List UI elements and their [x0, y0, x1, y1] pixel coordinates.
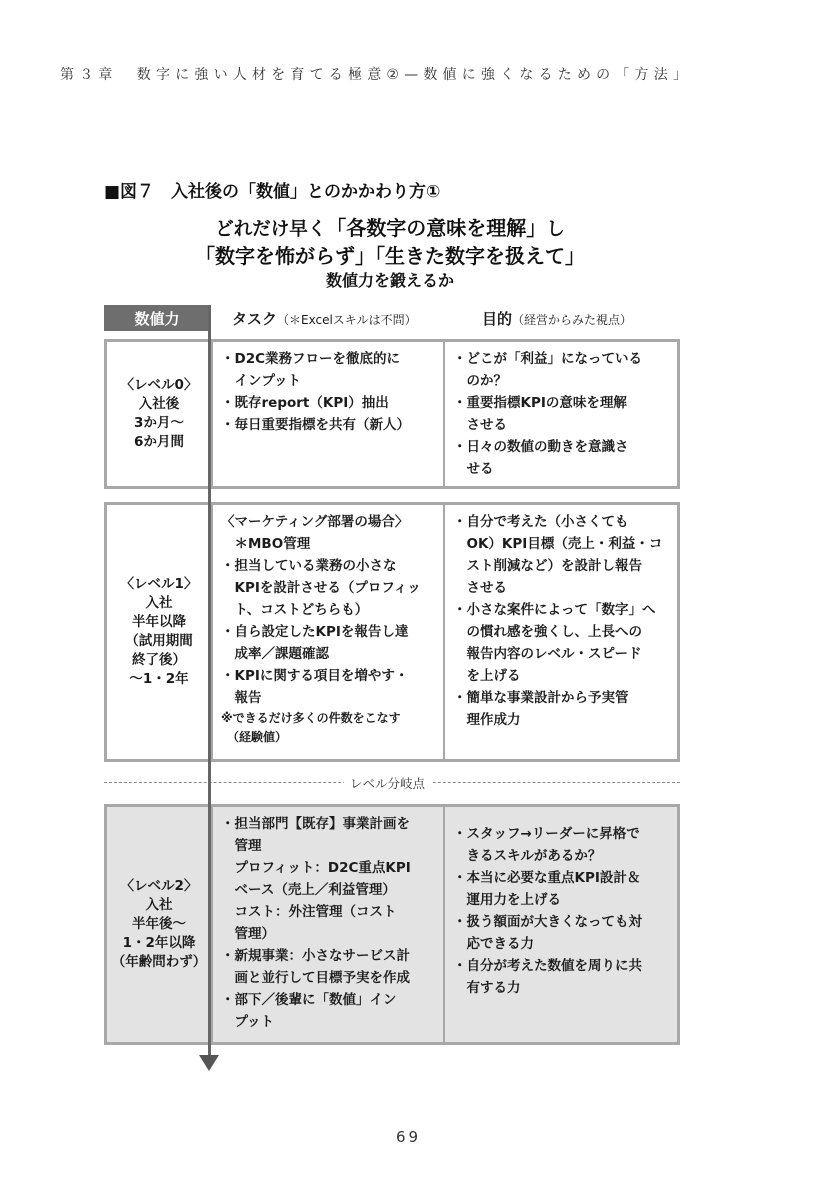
level-2-label	[107, 807, 211, 1042]
timeline-line	[208, 305, 211, 1057]
task-note-line: （経験値）	[221, 730, 288, 744]
goal-line: ・自分が考えた数値を周りに共	[453, 958, 642, 974]
level-label-line: （試用期間	[125, 633, 193, 649]
headline-line-2	[100, 240, 680, 269]
goal-header-title: 目的	[482, 310, 513, 328]
level-label-line: 入社	[145, 595, 173, 611]
goal-line: のか？	[453, 373, 507, 389]
task-line: ベース（売上／利益管理）	[221, 882, 396, 898]
headline-1-post: し	[546, 219, 565, 240]
goal-line: ・扱う額面が大きくなっても対	[453, 914, 642, 930]
task-line: ・部下／後輩に「数値」イン	[221, 992, 397, 1008]
headline-1-emph: 「各数字の意味を理解」	[326, 216, 547, 240]
level-1-label	[107, 505, 211, 759]
level-0-task-cell	[211, 342, 445, 486]
task-line: KPIを設計させる（プロフィッ	[221, 580, 421, 596]
level-label-line: 〈レベル0〉	[120, 377, 198, 393]
headline-line-3: 数値力を鍛えるか	[325, 271, 454, 290]
headline-2-emph-2: 「生きた数字を扱えて」	[375, 244, 585, 268]
goal-header-note: （経営からみた視点）	[512, 313, 633, 327]
task-line: プロフィット：D2C重点KPI	[221, 860, 411, 876]
level-label-line: 入社後	[138, 396, 180, 412]
task-line: コスト：外注管理（コスト	[221, 904, 397, 920]
task-line: 管理	[221, 838, 262, 854]
goal-line: 有する力	[453, 980, 521, 996]
goal-line: を上げる	[453, 668, 521, 684]
task-header-note: （＊Excelスキルは不問）	[277, 313, 417, 327]
page-number: 69	[395, 1128, 422, 1146]
level-label-line: 半年以降	[132, 614, 186, 630]
level-label-line: 〈レベル2〉	[120, 878, 198, 894]
task-line: ・D2C業務フローを徹底的に	[221, 351, 401, 367]
goal-line: の慣れ感を強くし、上長への	[453, 624, 642, 640]
level-2-task-cell	[211, 807, 445, 1042]
task-line: ・新規事業：小さなサービス計	[221, 948, 410, 964]
task-note-line: ※できるだけ多くの件数をこなす	[221, 711, 401, 725]
task-line: 〈マーケティング部署の場合〉	[221, 514, 409, 530]
figure-caption: ■図７ 入社後の「数値」とのかかわり方①	[104, 182, 441, 202]
goal-line: スト削減など）を設計し報告	[453, 558, 642, 574]
goal-line: きるスキルがあるか？	[453, 848, 602, 864]
level-label-line: 1・2年以降	[122, 935, 196, 951]
level-2-goal-cell	[445, 807, 677, 1042]
level-label-line: 半年後〜	[132, 916, 186, 932]
goal-line: ・重要指標KPIの意味を理解	[453, 395, 627, 411]
goal-line: 理作成力	[453, 712, 521, 728]
goal-line: させる	[453, 417, 507, 433]
goal-line: 報告内容のレベル・スピード	[453, 646, 642, 662]
goal-line: させる	[453, 580, 507, 596]
column-header-task	[232, 308, 417, 329]
level-1-goal-cell	[445, 505, 677, 759]
goal-line: OK）KPI目標（売上・利益・コ	[453, 536, 663, 552]
goal-line: ・自分で考えた（小さくても	[453, 514, 629, 530]
goal-line: ・簡単な事業設計から予実管	[453, 690, 629, 706]
task-line: ・毎日重要指標を共有（新人）	[221, 417, 410, 433]
goal-line: ・小さな案件によって「数字」へ	[453, 602, 656, 618]
headline-1-pre: どれだけ早く	[215, 219, 327, 240]
headline-line-1	[100, 212, 680, 241]
task-line: ・担当部門【既存】事業計画を	[221, 816, 410, 832]
goal-line: ・スタッフ→リーダーに昇格で	[453, 826, 640, 842]
task-line: 成率／課題確認	[221, 646, 329, 662]
level-label-line: 3か月〜	[134, 415, 184, 431]
running-head: 第３章 数字に強い人材を育てる極意②—数値に強くなるための「方法」	[60, 67, 693, 83]
task-line: ト、コストどちらも）	[221, 602, 369, 618]
task-line: ・既存report（KPI）抽出	[221, 395, 389, 411]
level-1-task-cell	[211, 505, 445, 759]
level-label-line: 〜1・2年	[129, 671, 189, 687]
level-0-block	[104, 339, 680, 489]
task-line: ・担当している業務の小さな	[221, 558, 397, 574]
level-label-line: （年齢問わず）	[111, 954, 207, 970]
goal-line: ・本当に必要な重点KPI設計＆	[453, 870, 641, 886]
level-2-block	[104, 804, 680, 1045]
task-line: 画と並行して目標予実を作成	[221, 970, 410, 986]
level-1-block	[104, 502, 680, 762]
task-line: ・KPIに関する項目を増やす・	[221, 668, 409, 684]
task-line: 報告	[221, 690, 262, 706]
task-line: プット	[221, 1014, 275, 1030]
column-header-goal	[482, 308, 632, 329]
goal-line: ・日々の数値の動きを意識さ	[453, 439, 629, 455]
task-line: ＊MBO管理	[221, 536, 311, 552]
level-branch-label: レベル分岐点	[344, 774, 431, 792]
task-header-title: タスク	[232, 310, 278, 328]
task-line: 管理）	[221, 926, 275, 942]
task-line: インプット	[221, 373, 302, 389]
goal-line: せる	[453, 461, 494, 477]
timeline-arrow-icon	[199, 1055, 219, 1071]
level-label-line: 終了後）	[132, 652, 186, 668]
column-header-level: 数値力	[104, 305, 210, 331]
level-label-line: 6か月間	[134, 434, 184, 450]
headline-2-emph-1: 「数字を怖がらず」	[195, 244, 375, 268]
level-0-label	[107, 342, 211, 486]
level-0-goal-cell	[445, 342, 677, 486]
goal-line: 運用力を上げる	[453, 892, 561, 908]
level-label-line: 〈レベル1〉	[120, 576, 198, 592]
level-label-line: 入社	[145, 897, 173, 913]
task-line: ・自ら設定したKPIを報告し達	[221, 624, 409, 640]
goal-line: ・どこが「利益」になっている	[453, 351, 642, 367]
goal-line: 応できる力	[453, 936, 534, 952]
